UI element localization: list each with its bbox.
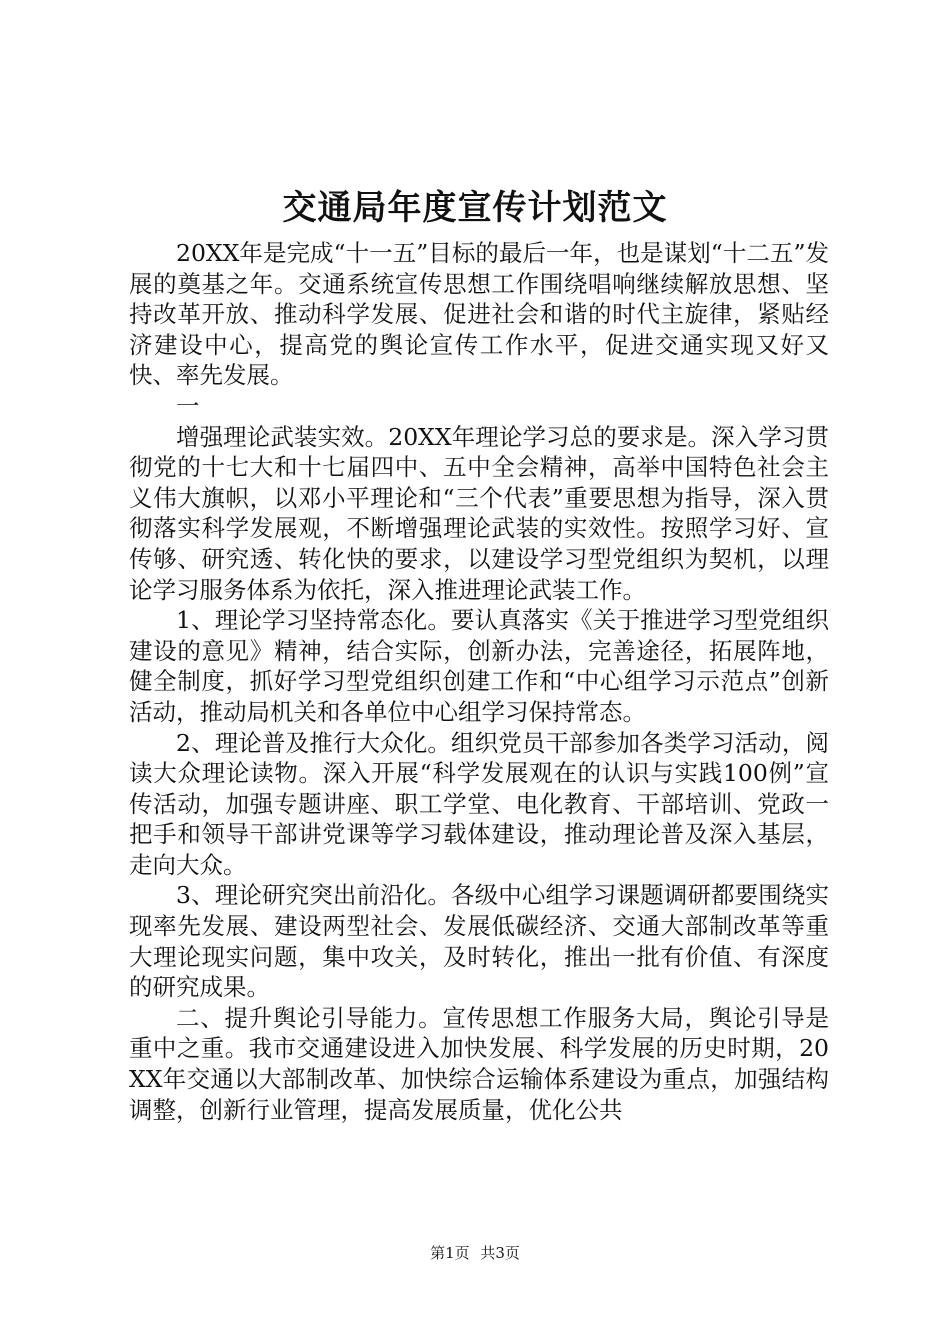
paragraph-item-2: 2、理论普及推行大众化。组织党员干部参加各类学习活动，阅读大众理论读物。深入开展“科学发展观在的认识与实践100例”宣传活动，加强专题讲座、职工学堂、电化教育、干部培训、党政一把手和领导干部讲党课等学习载体建设，推动理论普及深入基层，走向大众。 [129, 728, 829, 879]
document-body [129, 238, 829, 1125]
paragraph-intro: 20XX年是完成“十一五”目标的最后一年，也是谋划“十二五”发展的奠基之年。交通系统宣传思想工作围绕唱响继续解放思想、坚持改革开放、推动科学发展、促进社会和谐的时代主旋律，紧贴经济建设中心，提高党的舆论宣传工作水平，促进交通实现又好又快、率先发展。 [129, 239, 829, 390]
page-footer [0, 1243, 950, 1263]
document-title: 交通局年度宣传计划范文 [282, 188, 668, 228]
paragraph-item-1: 1、理论学习坚持常态化。要认真落实《关于推进学习型党组织建设的意见》精神，结合实际，创新办法，完善途径，拓展阵地，健全制度，抓好学习型党组织创建工作和“中心组学习示范点”创新活动，推动局机关和各单位中心组学习保持常态。 [129, 606, 829, 726]
page-number: 第1页 [430, 1244, 470, 1262]
paragraph-item-3: 3、理论研究突出前沿化。各级中心组学习课题调研都要围绕实现率先发展、建设两型社会、发展低碳经济、交通大部制改革等重大理论现实问题，集中攻关，及时转化，推出一批有价值、有深度的研究成果。 [129, 881, 829, 1002]
page-total: 共3页 [480, 1244, 520, 1262]
paragraph-theory: 增强理论武装实效。20XX年理论学习总的要求是。深入学习贯彻党的十七大和十七届四中、五中全会精神，高举中国特色社会主义伟大旗帜，以邓小平理论和“三个代表”重要思想为指导，深入贯彻落实科学发展观，不断增强理论武装的实效性。按照学习好、宣传够、研究透、转化快的要求，以建设学习型党组织为契机，以理论学习服务体系为依托，深入推进理论武装工作。 [129, 422, 829, 604]
paragraph-section-marker: 一 [176, 391, 200, 420]
paragraph-section-2: 二、提升舆论引导能力。宣传思想工作服务大局，舆论引导是重中之重。我市交通建设进入加快发展、科学发展的历史时期，20XX年交通以大部制改革、加快综合运输体系建设为重点，加强结构调整，创新行业管理，提高发展质量，优化公共 [129, 1003, 829, 1124]
